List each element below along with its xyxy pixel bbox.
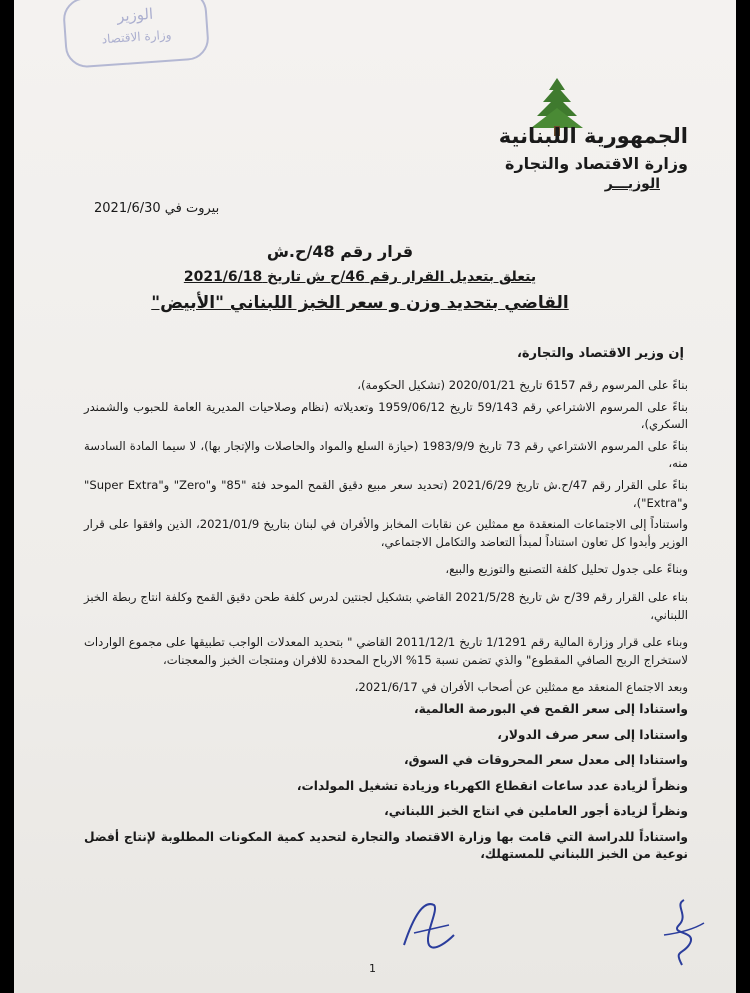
bold-clause: ونظراً لزيادة أجور العاملين في انتاج الخبز اللبناني، <box>384 804 688 819</box>
paragraph: واستناداً إلى الاجتماعات المنعقدة مع ممثلين عن نقابات المخابز والأفران في لبنان بتاريخ 2021/01/9، الذين وافقوا على قرار الوزير وأبدوا كل تعاون استناداً لمبدأ التعاضد والتكامل الاجتماعي، <box>84 517 688 549</box>
paragraph: بناءً على المرسوم الاشتراعي رقم 73 تاريخ 1983/9/9 (حيازة السلع والمواد والحاصلات والإتجار بها)، لا سيما المادة السادسة منه، <box>84 438 688 471</box>
bold-clause: واستنادا إلى سعر القمح في البورصة العالمية، <box>414 701 688 716</box>
signature-mark-left <box>394 895 464 955</box>
paragraph: بناءً على المرسوم الاشتراعي رقم 59/143 تاريخ 1959/06/12 وتعديلاته (نظام وصلاحيات المديرية العامة للحبوب والشمندر السكري)، <box>84 399 688 432</box>
decision-title: قرار رقم 48/ح.ش <box>266 242 414 261</box>
paragraph: وبعد الاجتماع المنعقد مع ممثلين عن أصحاب الأفران في 2021/6/17، <box>354 680 688 695</box>
decision-subject-1: يتعلق بتعديل القرار رقم 46/ح ش تاريخ 2021/6/18 <box>183 269 537 285</box>
ministry-stamp <box>62 0 211 69</box>
paragraph: بناءً على المرسوم رقم 6157 تاريخ 2020/01/21 (تشكيل الحكومة)، <box>357 378 688 392</box>
bold-clause: واستناداً للدراسة التي قامت بها وزارة الاقتصاد والتجارة لتحديد كمية المكونات المطلوبة لإنتاج أفضل نوعية من الخبز اللبناني للمستهلك، <box>84 829 688 862</box>
date-line: بيروت في 2021/6/30 <box>94 201 220 216</box>
bold-clause: ونظراً لزيادة عدد ساعات انقطاع الكهرباء وزيادة تشغيل المولدات، <box>296 778 688 793</box>
intro-line: إن وزير الاقتصاد والتجارة، <box>516 346 684 361</box>
bold-clause: واستنادا إلى معدل سعر المحروقات في السوق، <box>403 753 688 768</box>
page-number: 1 <box>369 962 376 975</box>
stamp-line-1: الوزير <box>116 4 154 26</box>
ministry-heading: وزارة الاقتصاد والتجارة <box>505 154 688 173</box>
paragraph: بناء على القرار رقم 39/ح ش تاريخ 2021/5/28 القاضي بتشكيل لجنتين لدرس كلفة طحن دقيق القمح وكلفة انتاج ربطة الخبز اللبناني، <box>84 589 688 622</box>
paragraph: وبناءً على جدول تحليل كلفة التصنيع والتوزيع والبيع، <box>445 562 688 577</box>
decision-body <box>84 377 688 872</box>
minister-heading: الوزيـــر <box>604 176 660 192</box>
paragraph: بناءً على القرار رقم 47/ح.ش تاريخ 2021/6/29 (تحديد سعر مبيع دقيق القمح الموحد فئة "85" و"Zero" و"Super Extra" و"Extra")، <box>84 477 689 510</box>
stamp-line-2: وزارة الاقتصاد <box>101 27 172 47</box>
document-page <box>14 0 736 993</box>
decision-subject-2: القاضي بتحديد وزن و سعر الخبز اللبناني "الأبيض" <box>151 293 569 313</box>
republic-heading: الجمهورية اللبنانية <box>498 124 688 148</box>
signature-mark-right <box>654 895 714 970</box>
paragraph: وبناء على قرار وزارة المالية رقم 1/1291 تاريخ 2011/12/1 القاضي " بتحديد المعدلات الواجب تطبيقها على مجموع الواردات لاستخراج الربح الصافي المقطوع" والذي تضمن نسبة 15% الارباح المحددة للافران ومنتجات الخبز والمعجنات، <box>84 635 688 667</box>
bold-clause: واستنادا إلى سعر صرف الدولار، <box>497 727 688 742</box>
